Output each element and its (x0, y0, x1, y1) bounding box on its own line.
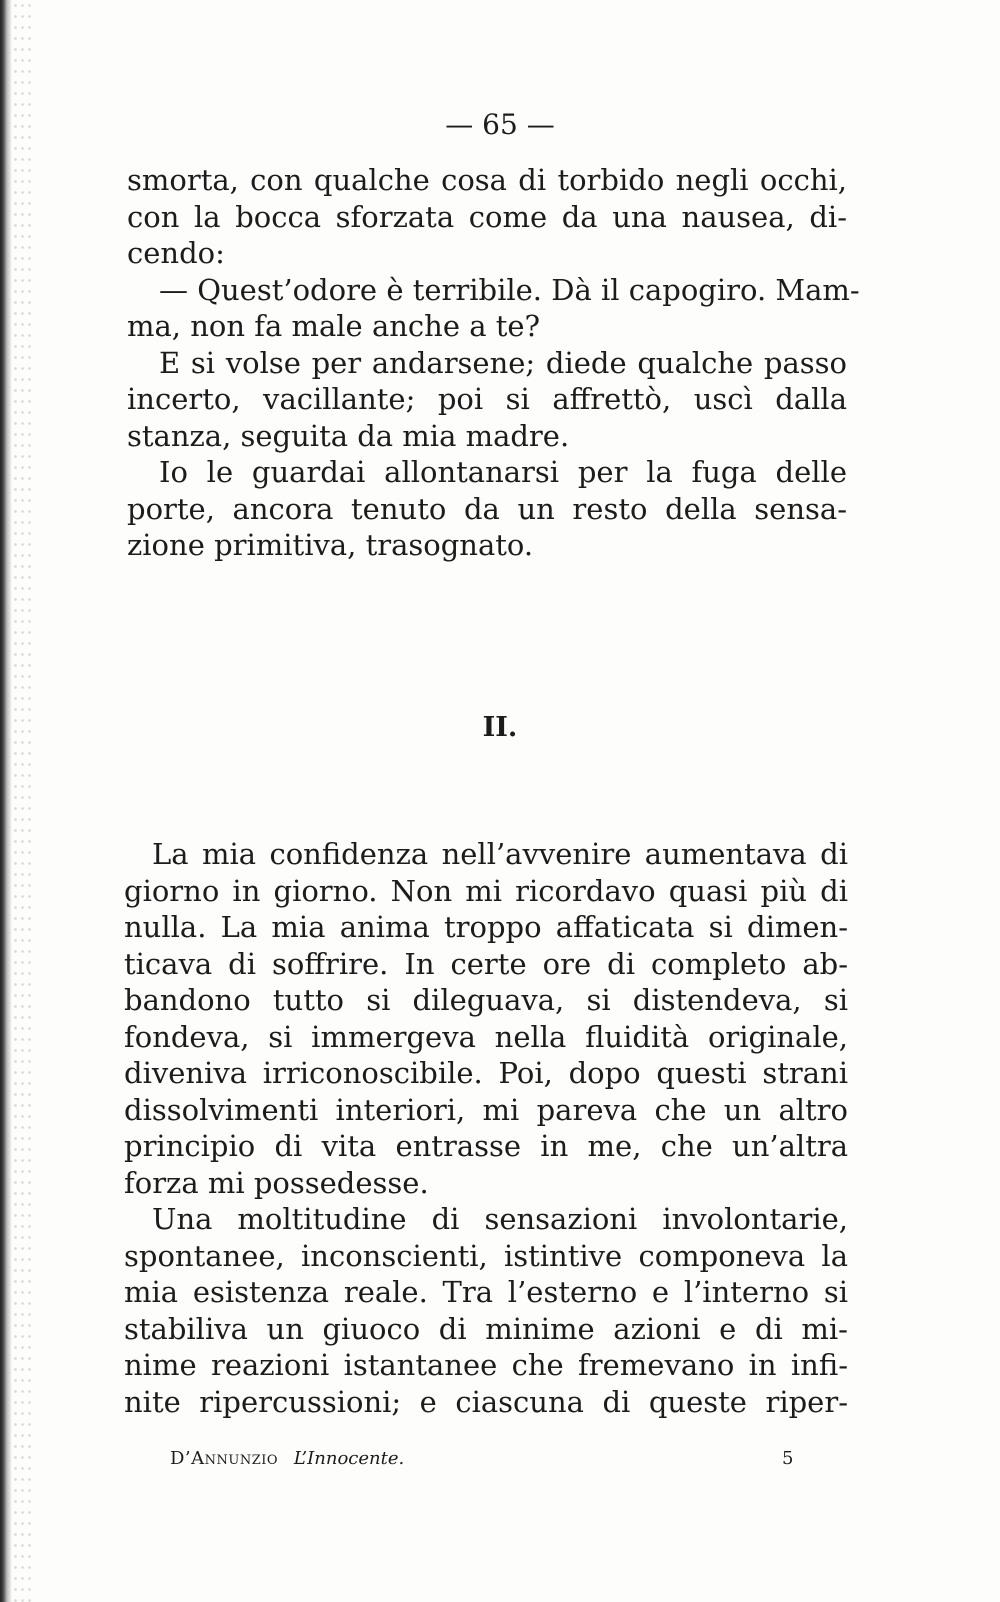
text-line: nime reazioni istantanee che fremevano in infi- (124, 1348, 848, 1382)
text-line: forza mi possedesse. (124, 1165, 429, 1200)
text-line: stabiliva un giuoco di minime azioni e di mi- (124, 1311, 848, 1346)
chapter-heading: II. (482, 712, 518, 743)
text-line: zione primitiva, trasognato. (127, 528, 534, 562)
text-line: nulla. La mia anima troppo affaticata si dimen- (124, 910, 848, 944)
text-line: principio di vita entrasse in me, che un’altra (124, 1129, 848, 1163)
text-line: ticava di soffrire. In certe ore di completo ab- (124, 946, 848, 981)
text-line: fondeva, si immergeva nella fluidità originale, (124, 1019, 848, 1054)
book-spine-shadow (0, 0, 12, 1602)
text-line: bandono tutto si dileguava, si distendeva, si (124, 983, 848, 1017)
text-line: E si volse per andarsene; diede qualche passo (159, 345, 847, 380)
text-line: cendo: (127, 236, 225, 270)
text-line: ma, non fa male anche a te? (127, 309, 541, 343)
text-line: spontanee, inconscienti, istintive componeva la (124, 1238, 848, 1273)
text-line: Io le guardai allontanarsi per la fuga delle (159, 455, 847, 489)
text-line: nite ripercussioni; e ciascuna di queste riper- (124, 1384, 848, 1419)
text-line: mia esistenza reale. Tra l’esterno e l’interno si (124, 1275, 848, 1309)
printer-signature-mark: 5 (782, 1448, 794, 1469)
text-block-bottom (124, 836, 848, 1420)
text-line: Una moltitudine di sensazioni involontarie, (152, 1202, 848, 1236)
text-block-top (127, 162, 860, 564)
text-line: incerto, vacillante; poi si affrettò, uscì dalla (127, 382, 847, 416)
text-line: porte, ancora tenuto da un resto della sensa- (127, 491, 847, 526)
text-line: — Quest’odore è terribile. Dà il capogiro. Mam- (159, 272, 860, 307)
footer-author: D’Annunzio (170, 1448, 279, 1469)
page-number: — 65 — (445, 108, 555, 141)
text-line: La mia confidenza nell’avvenire aumentava di (152, 837, 848, 871)
footer-signature-line (170, 1448, 404, 1469)
text-line: con la bocca sforzata come da una nausea, di- (127, 199, 847, 234)
text-line: giorno in giorno. Non mi ricordavo quasi più di (124, 873, 848, 908)
text-line: diveniva irriconoscibile. Poi, dopo questi strani (124, 1056, 848, 1090)
text-line: stanza, seguita da mia madre. (127, 418, 570, 453)
text-line: smorta, con qualche cosa di torbido negli occhi, (127, 163, 847, 197)
gutter-speckle (12, 0, 32, 1602)
footer-title: L’Innocente. (293, 1448, 405, 1469)
text-line: dissolvimenti interiori, mi pareva che un altro (124, 1092, 848, 1127)
